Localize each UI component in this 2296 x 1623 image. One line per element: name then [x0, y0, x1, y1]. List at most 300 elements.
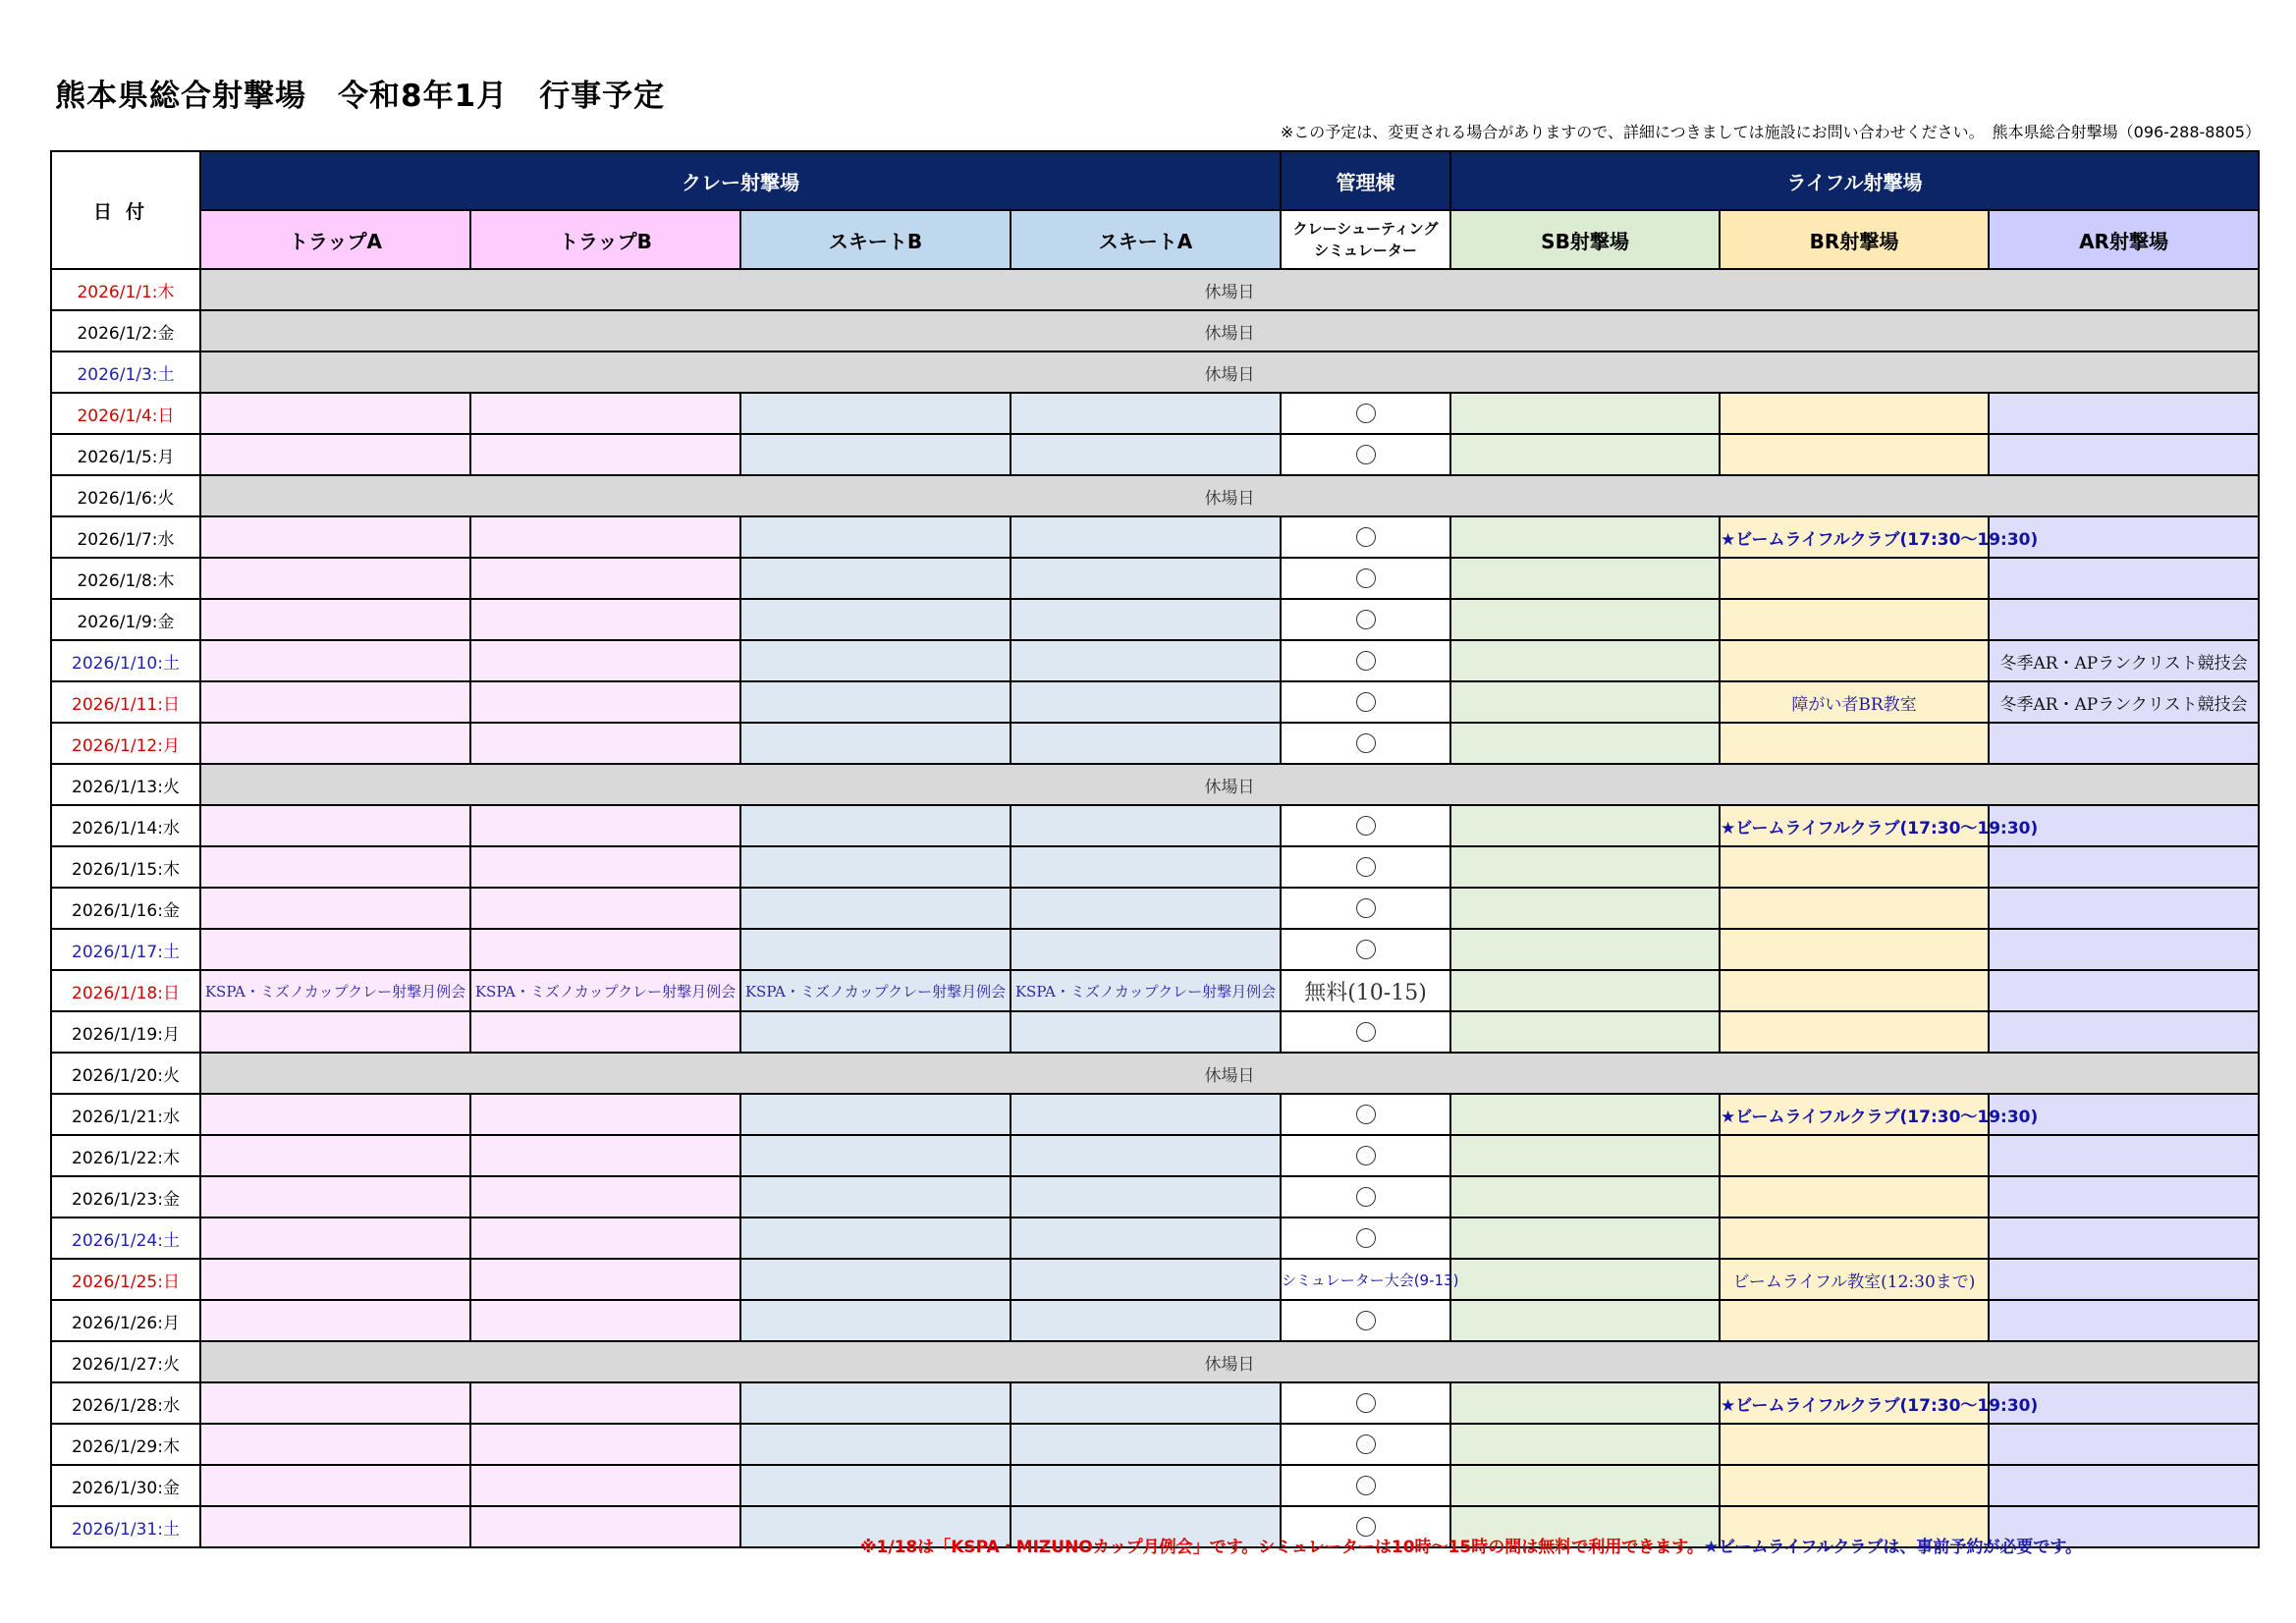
date-cell: 2026/1/28:水	[51, 1382, 200, 1424]
header-ar: AR射撃場	[1989, 210, 2259, 269]
skeet-a-cell	[1011, 1011, 1281, 1053]
date-cell: 2026/1/6:火	[51, 475, 200, 516]
event-text: KSPA・ミズノカップクレー射撃月例会	[474, 982, 737, 1001]
trap-b-cell	[470, 1382, 740, 1424]
table-row	[51, 723, 2259, 764]
simulator-cell	[1281, 1176, 1450, 1217]
skeet-a-cell	[1011, 393, 1281, 434]
skeet-b-cell	[740, 1011, 1011, 1053]
event-text: シミュレーター大会(9-13)	[1282, 1271, 1459, 1289]
skeet-a-cell	[1011, 805, 1281, 846]
skeet-a-cell	[1011, 558, 1281, 599]
header-trap-b: トラップB	[470, 210, 740, 269]
ar-cell	[1989, 1300, 2259, 1341]
sb-cell	[1450, 1259, 1720, 1300]
event-text: ビームライフル教室(12:30まで)	[1732, 1271, 1976, 1292]
event-text: 冬季AR・APランクリスト競技会	[1999, 653, 2248, 674]
sb-cell	[1450, 1382, 1720, 1424]
trap-a-cell	[200, 393, 470, 434]
ar-cell	[1989, 970, 2259, 1011]
br-cell	[1720, 434, 1989, 475]
table-row	[51, 434, 2259, 475]
sb-cell	[1450, 393, 1720, 434]
skeet-b-cell	[740, 681, 1011, 723]
trap-a-cell	[200, 1506, 470, 1547]
br-cell	[1720, 1424, 1989, 1465]
sb-cell	[1450, 929, 1720, 970]
skeet-a-cell	[1011, 1094, 1281, 1135]
ar-cell	[1989, 846, 2259, 888]
closed-day-cell: 休場日	[200, 310, 2259, 352]
br-cell	[1720, 929, 1989, 970]
available-circle-icon	[1356, 610, 1376, 629]
available-circle-icon	[1356, 1146, 1376, 1165]
ar-cell	[1989, 1011, 2259, 1053]
date-cell: 2026/1/3:土	[51, 352, 200, 393]
skeet-a-cell	[1011, 1176, 1281, 1217]
trap-b-cell	[470, 1424, 740, 1465]
br-cell	[1720, 1382, 2039, 1424]
available-circle-icon	[1356, 527, 1376, 547]
br-cell	[1720, 970, 1989, 1011]
table-row	[51, 888, 2259, 929]
simulator-cell	[1281, 599, 1450, 640]
event-text: ★ビームライフルクラブ(17:30～19:30)	[1721, 1395, 2039, 1416]
trap-a-cell	[200, 640, 470, 681]
table-row	[51, 352, 2259, 393]
trap-b-cell	[470, 599, 740, 640]
br-cell	[1720, 516, 2039, 558]
header-clay-range: クレー射撃場	[200, 151, 1281, 210]
closed-day-cell: 休場日	[200, 764, 2259, 805]
table-row	[51, 929, 2259, 970]
trap-a-cell	[200, 599, 470, 640]
available-circle-icon	[1356, 1105, 1376, 1124]
skeet-b-cell	[740, 1094, 1011, 1135]
ar-cell	[1989, 1176, 2259, 1217]
ar-cell	[1989, 888, 2259, 929]
br-cell	[1720, 681, 1989, 723]
date-cell: 2026/1/2:金	[51, 310, 200, 352]
simulator-cell	[1281, 434, 1450, 475]
skeet-b-cell	[740, 1300, 1011, 1341]
simulator-cell	[1281, 846, 1450, 888]
skeet-a-cell	[1011, 888, 1281, 929]
br-cell	[1720, 1465, 1989, 1506]
header-sb: SB射撃場	[1450, 210, 1720, 269]
simulator-cell	[1281, 681, 1450, 723]
table-row	[51, 516, 2259, 558]
trap-b-cell	[470, 1011, 740, 1053]
ar-cell	[1989, 558, 2259, 599]
event-text: KSPA・ミズノカップクレー射撃月例会	[744, 982, 1007, 1001]
skeet-a-cell	[1011, 929, 1281, 970]
available-circle-icon	[1356, 692, 1376, 712]
skeet-b-cell	[740, 846, 1011, 888]
trap-b-cell	[470, 846, 740, 888]
table-row	[51, 1011, 2259, 1053]
date-cell: 2026/1/17:土	[51, 929, 200, 970]
trap-b-cell	[470, 1506, 740, 1547]
closed-day-cell: 休場日	[200, 352, 2259, 393]
date-cell: 2026/1/19:月	[51, 1011, 200, 1053]
ar-cell	[1989, 929, 2259, 970]
table-row	[51, 310, 2259, 352]
trap-a-cell	[200, 805, 470, 846]
br-cell	[1720, 1011, 1989, 1053]
trap-b-cell	[470, 1094, 740, 1135]
simulator-cell	[1281, 1094, 1450, 1135]
available-circle-icon	[1356, 1022, 1376, 1042]
simulator-cell	[1281, 929, 1450, 970]
trap-a-cell	[200, 1176, 470, 1217]
available-circle-icon	[1356, 733, 1376, 753]
simulator-cell	[1281, 393, 1450, 434]
event-text: KSPA・ミズノカップクレー射撃月例会	[204, 982, 466, 1001]
ar-cell	[1989, 1424, 2259, 1465]
trap-a-cell	[200, 1135, 470, 1176]
skeet-b-cell	[740, 1176, 1011, 1217]
date-cell: 2026/1/18:日	[51, 970, 200, 1011]
available-circle-icon	[1356, 816, 1376, 836]
sb-cell	[1450, 805, 1720, 846]
date-cell: 2026/1/8:木	[51, 558, 200, 599]
date-cell: 2026/1/21:水	[51, 1094, 200, 1135]
sb-cell	[1450, 888, 1720, 929]
trap-a-cell	[200, 723, 470, 764]
date-cell: 2026/1/22:木	[51, 1135, 200, 1176]
skeet-a-cell	[1011, 681, 1281, 723]
br-cell	[1720, 393, 1989, 434]
date-cell: 2026/1/9:金	[51, 599, 200, 640]
br-cell	[1720, 723, 1989, 764]
skeet-a-cell	[1011, 1135, 1281, 1176]
skeet-a-cell	[1011, 1300, 1281, 1341]
br-cell	[1720, 599, 1989, 640]
trap-b-cell	[470, 516, 740, 558]
available-circle-icon	[1356, 1228, 1376, 1248]
ar-cell	[1989, 434, 2259, 475]
skeet-b-cell	[740, 805, 1011, 846]
trap-a-cell	[200, 1465, 470, 1506]
trap-b-cell	[470, 970, 740, 1011]
available-circle-icon	[1356, 1434, 1376, 1454]
simulator-cell	[1281, 1300, 1450, 1341]
trap-a-cell	[200, 1217, 470, 1259]
date-cell: 2026/1/1:木	[51, 269, 200, 310]
event-text: 冬季AR・APランクリスト競技会	[1999, 694, 2248, 715]
trap-b-cell	[470, 1176, 740, 1217]
header-skeet-a: スキートA	[1011, 210, 1281, 269]
sb-cell	[1450, 1217, 1720, 1259]
footer-note-red: ※1/18は「KSPA・MIZUNOカップ月例会」です。シミュレーターは10時～15時の間は無料で利用できます。	[860, 1538, 1704, 1557]
skeet-b-cell	[740, 393, 1011, 434]
schedule-body	[51, 269, 2259, 1547]
available-circle-icon	[1356, 940, 1376, 959]
skeet-b-cell	[740, 1217, 1011, 1259]
trap-a-cell	[200, 434, 470, 475]
available-circle-icon	[1356, 898, 1376, 918]
ar-cell	[1989, 393, 2259, 434]
simulator-cell	[1281, 640, 1450, 681]
sb-cell	[1450, 434, 1720, 475]
table-row	[51, 269, 2259, 310]
date-cell: 2026/1/11:日	[51, 681, 200, 723]
sb-cell	[1450, 1424, 1720, 1465]
header-admin: 管理棟	[1281, 151, 1450, 210]
skeet-a-cell	[1011, 723, 1281, 764]
sb-cell	[1450, 1135, 1720, 1176]
skeet-a-cell	[1011, 846, 1281, 888]
available-circle-icon	[1356, 857, 1376, 877]
available-circle-icon	[1356, 651, 1376, 671]
skeet-b-cell	[740, 1382, 1011, 1424]
table-row	[51, 805, 2259, 846]
table-row	[51, 1341, 2259, 1382]
skeet-a-cell	[1011, 1465, 1281, 1506]
date-cell: 2026/1/7:水	[51, 516, 200, 558]
date-cell: 2026/1/13:火	[51, 764, 200, 805]
trap-a-cell	[200, 1259, 470, 1300]
sb-cell	[1450, 1176, 1720, 1217]
table-row	[51, 1465, 2259, 1506]
simulator-cell	[1281, 723, 1450, 764]
trap-a-cell	[200, 888, 470, 929]
header-br: BR射撃場	[1720, 210, 1989, 269]
simulator-cell	[1281, 1011, 1450, 1053]
date-cell: 2026/1/25:日	[51, 1259, 200, 1300]
simulator-cell	[1281, 558, 1450, 599]
trap-a-cell	[200, 681, 470, 723]
skeet-b-cell	[740, 434, 1011, 475]
simulator-cell	[1281, 1382, 1450, 1424]
skeet-a-cell	[1011, 640, 1281, 681]
trap-a-cell	[200, 929, 470, 970]
closed-day-cell: 休場日	[200, 1053, 2259, 1094]
simulator-cell	[1281, 1259, 1459, 1300]
event-text: ★ビームライフルクラブ(17:30～19:30)	[1721, 818, 2039, 839]
br-cell	[1720, 1259, 1989, 1300]
date-cell: 2026/1/4:日	[51, 393, 200, 434]
trap-a-cell	[200, 1094, 470, 1135]
trap-a-cell	[200, 1424, 470, 1465]
table-row	[51, 846, 2259, 888]
simulator-cell	[1281, 970, 1450, 1011]
skeet-b-cell	[740, 970, 1011, 1011]
footer-note-blue: ★ビームライフルクラブは、事前予約が必要です。	[1703, 1538, 2083, 1557]
date-cell: 2026/1/15:木	[51, 846, 200, 888]
trap-a-cell	[200, 558, 470, 599]
simulator-cell	[1281, 1135, 1450, 1176]
date-cell: 2026/1/24:土	[51, 1217, 200, 1259]
br-cell	[1720, 1300, 1989, 1341]
available-circle-icon	[1356, 1393, 1376, 1413]
simulator-cell	[1281, 1424, 1450, 1465]
trap-a-cell	[200, 516, 470, 558]
date-cell: 2026/1/5:月	[51, 434, 200, 475]
skeet-a-cell	[1011, 1382, 1281, 1424]
header-simulator	[1281, 210, 1450, 269]
trap-b-cell	[470, 723, 740, 764]
date-cell: 2026/1/14:水	[51, 805, 200, 846]
event-text: 無料(10-15)	[1304, 980, 1427, 1005]
ar-cell	[1989, 1259, 2259, 1300]
date-cell: 2026/1/23:金	[51, 1176, 200, 1217]
table-row	[51, 1176, 2259, 1217]
ar-cell	[1989, 681, 2259, 723]
skeet-b-cell	[740, 1465, 1011, 1506]
table-row	[51, 599, 2259, 640]
trap-b-cell	[470, 681, 740, 723]
available-circle-icon	[1356, 1187, 1376, 1207]
ar-cell	[1989, 640, 2259, 681]
page-title: 熊本県総合射撃場 令和8年1月 行事予定	[55, 79, 666, 114]
date-cell: 2026/1/16:金	[51, 888, 200, 929]
table-row	[51, 1135, 2259, 1176]
table-row	[51, 1424, 2259, 1465]
br-cell	[1720, 1135, 1989, 1176]
skeet-b-cell	[740, 516, 1011, 558]
trap-b-cell	[470, 1135, 740, 1176]
ar-cell	[1989, 1135, 2259, 1176]
skeet-b-cell	[740, 558, 1011, 599]
br-cell	[1720, 1217, 1989, 1259]
skeet-b-cell	[740, 1259, 1011, 1300]
date-cell: 2026/1/10:土	[51, 640, 200, 681]
event-text: KSPA・ミズノカップクレー射撃月例会	[1014, 982, 1277, 1001]
sb-cell	[1450, 1300, 1720, 1341]
table-row	[51, 764, 2259, 805]
header-rifle-range: ライフル射撃場	[1450, 151, 2259, 210]
date-cell: 2026/1/31:土	[51, 1506, 200, 1547]
table-row	[51, 393, 2259, 434]
br-cell	[1720, 558, 1989, 599]
table-row	[51, 1053, 2259, 1094]
sb-cell	[1450, 723, 1720, 764]
simulator-cell	[1281, 1465, 1450, 1506]
trap-b-cell	[470, 1217, 740, 1259]
available-circle-icon	[1356, 1476, 1376, 1495]
skeet-b-cell	[740, 1135, 1011, 1176]
sb-cell	[1450, 681, 1720, 723]
skeet-a-cell	[1011, 516, 1281, 558]
br-cell	[1720, 888, 1989, 929]
skeet-b-cell	[740, 929, 1011, 970]
table-row	[51, 640, 2259, 681]
date-cell: 2026/1/26:月	[51, 1300, 200, 1341]
simulator-cell	[1281, 805, 1450, 846]
sb-cell	[1450, 1011, 1720, 1053]
header-simulator-label: クレーシューティング シミュレーター	[1292, 220, 1439, 259]
br-cell	[1720, 805, 2039, 846]
notice-text: ※この予定は、変更される場合がありますので、詳細につきましては施設にお問い合わせください。 熊本県総合射撃場（096-288-8805）	[1280, 123, 2261, 141]
skeet-a-cell	[1011, 1259, 1281, 1300]
sb-cell	[1450, 1094, 1720, 1135]
closed-day-cell: 休場日	[200, 475, 2259, 516]
simulator-cell	[1281, 1217, 1450, 1259]
skeet-b-cell	[740, 888, 1011, 929]
sb-cell	[1450, 516, 1720, 558]
trap-a-cell	[200, 1300, 470, 1341]
trap-b-cell	[470, 888, 740, 929]
skeet-b-cell	[740, 640, 1011, 681]
skeet-a-cell	[1011, 1424, 1281, 1465]
skeet-a-cell	[1011, 1217, 1281, 1259]
br-cell	[1720, 1176, 1989, 1217]
ar-cell	[1989, 1465, 2259, 1506]
available-circle-icon	[1356, 445, 1376, 464]
sb-cell	[1450, 599, 1720, 640]
table-row	[51, 1217, 2259, 1259]
date-cell: 2026/1/30:金	[51, 1465, 200, 1506]
trap-a-cell	[200, 846, 470, 888]
skeet-b-cell	[740, 723, 1011, 764]
table-row	[51, 1259, 2259, 1300]
sb-cell	[1450, 970, 1720, 1011]
br-cell	[1720, 640, 1989, 681]
event-text: ★ビームライフルクラブ(17:30～19:30)	[1721, 1107, 2039, 1127]
header-trap-a: トラップA	[200, 210, 470, 269]
event-text: ★ビームライフルクラブ(17:30～19:30)	[1721, 529, 2039, 550]
trap-a-cell	[200, 970, 470, 1011]
trap-a-cell	[200, 1011, 470, 1053]
closed-day-cell: 休場日	[200, 269, 2259, 310]
skeet-b-cell	[740, 1424, 1011, 1465]
table-row	[51, 1094, 2259, 1135]
trap-b-cell	[470, 434, 740, 475]
table-row	[51, 681, 2259, 723]
ar-cell	[1989, 1217, 2259, 1259]
date-cell: 2026/1/20:火	[51, 1053, 200, 1094]
header-date: 日付	[51, 151, 200, 269]
trap-b-cell	[470, 929, 740, 970]
trap-b-cell	[470, 1465, 740, 1506]
trap-b-cell	[470, 805, 740, 846]
available-circle-icon	[1356, 1311, 1376, 1330]
table-row	[51, 1300, 2259, 1341]
sb-cell	[1450, 1465, 1720, 1506]
available-circle-icon	[1356, 568, 1376, 588]
ar-cell	[1989, 723, 2259, 764]
ar-cell	[1989, 599, 2259, 640]
footer-note	[860, 1533, 2082, 1557]
sb-cell	[1450, 846, 1720, 888]
trap-b-cell	[470, 1259, 740, 1300]
trap-b-cell	[470, 1300, 740, 1341]
skeet-b-cell	[740, 599, 1011, 640]
simulator-cell	[1281, 888, 1450, 929]
table-row	[51, 558, 2259, 599]
date-cell: 2026/1/29:木	[51, 1424, 200, 1465]
trap-b-cell	[470, 558, 740, 599]
trap-a-cell	[200, 1382, 470, 1424]
event-text: 障がい者BR教室	[1791, 694, 1917, 715]
table-row	[51, 475, 2259, 516]
br-cell	[1720, 1094, 2039, 1135]
trap-b-cell	[470, 393, 740, 434]
schedule-table	[50, 150, 2260, 1548]
sb-cell	[1450, 640, 1720, 681]
sb-cell	[1450, 558, 1720, 599]
closed-day-cell: 休場日	[200, 1341, 2259, 1382]
table-row	[51, 970, 2259, 1011]
skeet-a-cell	[1011, 434, 1281, 475]
trap-b-cell	[470, 640, 740, 681]
date-cell: 2026/1/27:火	[51, 1341, 200, 1382]
skeet-a-cell	[1011, 599, 1281, 640]
br-cell	[1720, 846, 1989, 888]
date-cell: 2026/1/12:月	[51, 723, 200, 764]
